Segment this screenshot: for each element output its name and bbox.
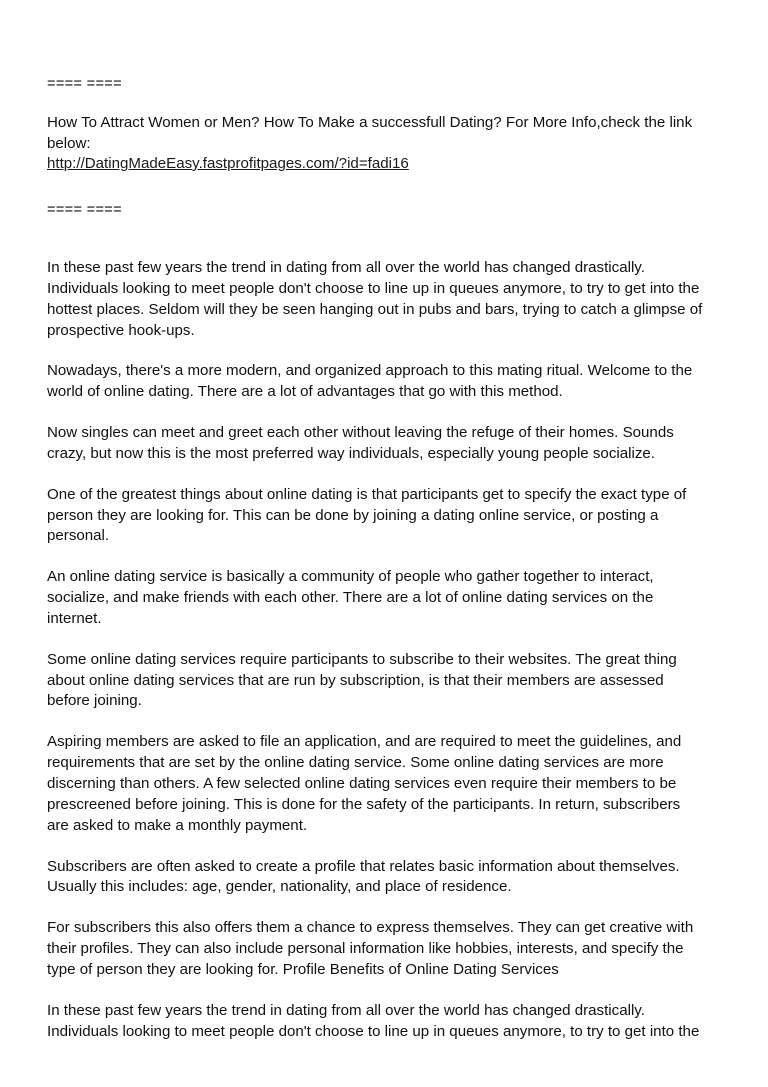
paragraph: Subscribers are often asked to create a profile that relates basic information about themselves. Usually this includes: age, gender, nationality, and place of residence.	[47, 857, 680, 896]
promo-link[interactable]: http://DatingMadeEasy.fastprofitpages.com/?id=fadi16	[47, 155, 409, 172]
paragraph: For subscribers this also offers them a chance to express themselves. They can get creative with their profiles. They can also include personal information like hobbies, interests, and specify the type of person they are looking for. Profile Benefits of Online Dating Services	[47, 919, 694, 978]
separator-top: ==== ====	[47, 76, 122, 92]
paragraph: In these past few years the trend in dating from all over the world has changed drastically. Individuals looking to meet people don't choose to line up in queues anymore, to try to get into the hottest places. Seldom will they be seen hanging out in pubs and bars, trying to catch a glimpse of prospective hook-ups.	[47, 259, 703, 339]
paragraph: Now singles can meet and greet each other without leaving the refuge of their homes. Sounds crazy, but now this is the most preferred way individuals, especially young people socialize.	[47, 424, 674, 462]
intro-block	[47, 113, 723, 175]
separator-bottom: ==== ====	[47, 202, 122, 218]
paragraph: Nowadays, there's a more modern, and organized approach to this mating ritual. Welcome to the world of online dating. There are a lot of advantages that go with this method.	[47, 362, 693, 401]
paragraph: Aspiring members are asked to file an application, and are required to meet the guidelines, and requirements that are set by the online dating service. Some online dating services are more discerning than others. A few selected online dating services even require their members to be prescreened before joining. This is done for the safety of the participants. In return, subscribers are asked to make a monthly payment.	[47, 733, 682, 834]
paragraph: One of the greatest things about online dating is that participants get to specify the exact type of person they are looking for. This can be done by joining a dating online service, or posting a personal.	[47, 485, 687, 545]
paragraph: An online dating service is basically a community of people who gather together to interact, socialize, and make friends with each other. There are a lot of online dating services on the internet.	[47, 568, 654, 627]
paragraph: In these past few years the trend in dating from all over the world has changed drastically. Individuals looking to meet people don't choose to line up in queues anymore, to try to get into the	[47, 1001, 700, 1040]
article-body	[47, 258, 723, 1062]
paragraph: Some online dating services require participants to subscribe to their websites. The great thing about online dating services that are run by subscription, is that their members are assessed before joining.	[47, 650, 677, 710]
intro-text: How To Attract Women or Men? How To Make a successfull Dating? For More Info,check the link below:	[47, 114, 693, 152]
